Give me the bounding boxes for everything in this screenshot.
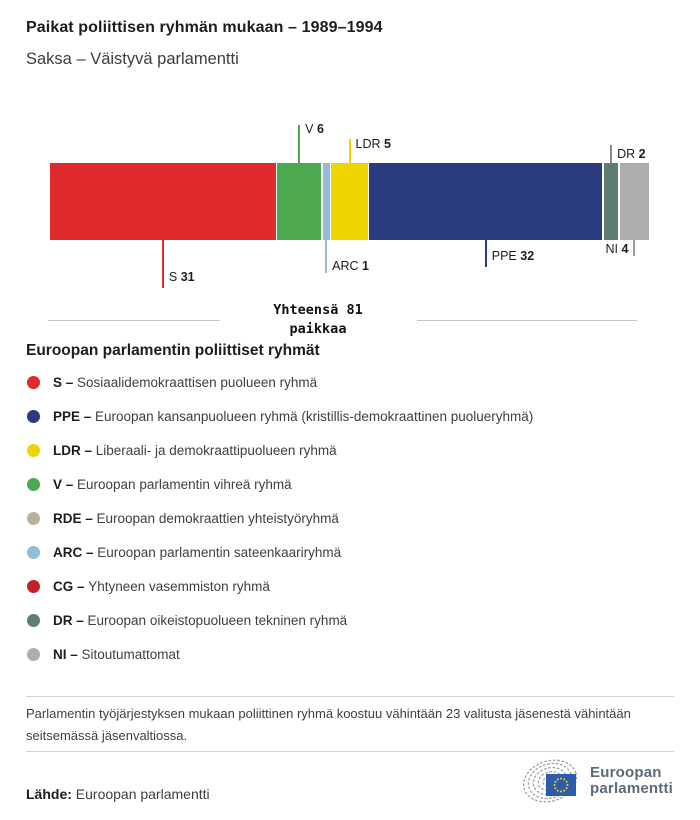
- callout-tick-ldr: [349, 139, 351, 163]
- legend-item-v: [26, 467, 674, 501]
- legend-label-cg: CG – Yhtyneen vasemmiston ryhmä: [53, 578, 270, 594]
- legend-dot-arc: [27, 546, 40, 559]
- bar-segment-ni: [620, 163, 649, 240]
- footnote: Parlamentin työjärjestyksen mukaan poliittinen ryhmä koostuu vähintään 23 valitusta jäsenestä vähintään seitsemässä jäsenvaltiossa.: [26, 706, 631, 743]
- source-line: [26, 786, 210, 802]
- legend-item-rde: [26, 501, 674, 535]
- callout-label-ni: NI 4: [605, 242, 629, 256]
- callout-tick-v: [298, 125, 300, 163]
- bar-segment-s: [50, 163, 276, 240]
- legend-dot-ni: [27, 648, 40, 661]
- parliament-hemicycle-icon: [517, 758, 581, 804]
- total-seats-line2: paikkaa: [289, 321, 347, 337]
- bar-segment-ldr: [331, 163, 367, 240]
- callout-label-ldr: LDR 5: [355, 137, 391, 151]
- legend-item-dr: [26, 603, 674, 637]
- legend-heading: Euroopan parlamentin poliittiset ryhmät: [26, 342, 320, 359]
- logo-text-line2: parlamentti: [590, 780, 674, 797]
- callout-label-ppe: PPE 32: [491, 249, 535, 263]
- callout-tick-ni: [633, 240, 635, 256]
- total-seats-line1: Yhteensä 81: [273, 302, 363, 318]
- legend-dot-rde: [27, 512, 40, 525]
- bar-segment-ppe: [369, 163, 602, 240]
- legend-label-ldr: LDR – Liberaali- ja demokraattipuolueen ryhmä: [53, 442, 337, 458]
- bar-segment-arc: [323, 163, 330, 240]
- legend-dot-v: [27, 478, 40, 491]
- source-label: Lähde:: [26, 786, 72, 802]
- logo-text-line1: Euroopan: [590, 763, 662, 781]
- legend-label-arc: ARC – Euroopan parlamentin sateenkaariryhmä: [53, 544, 342, 560]
- divider-bottom: [26, 751, 674, 752]
- legend-label-ppe: PPE – Euroopan kansanpuolueen ryhmä (kristillis-demokraattinen puolueryhmä): [53, 408, 534, 424]
- callout-label-v: V 6: [305, 122, 324, 136]
- page-title: Paikat poliittisen ryhmän mukaan – 1989–1994: [26, 19, 383, 36]
- total-seats-label: [218, 301, 418, 339]
- callout-tick-ppe: [485, 240, 487, 267]
- callout-tick-dr: [610, 145, 612, 163]
- total-line-left: [48, 320, 220, 321]
- source-text: Euroopan parlamentti: [75, 786, 210, 802]
- legend-item-arc: [26, 535, 674, 569]
- legend-dot-s: [27, 376, 40, 389]
- legend-item-ppe: [26, 399, 674, 433]
- legend-item-cg: [26, 569, 674, 603]
- callout-label-arc: ARC 1: [332, 259, 369, 273]
- callout-tick-s: [162, 240, 164, 288]
- legend-label-dr: DR – Euroopan oikeistopuolueen tekninen ryhmä: [53, 612, 348, 628]
- legend-label-s: S – Sosiaalidemokraattisen puolueen ryhmä: [53, 374, 318, 390]
- callout-label-s: S 31: [168, 270, 195, 284]
- callout-tick-arc: [325, 240, 327, 273]
- bar-segment-dr: [604, 163, 619, 240]
- callout-label-dr: DR 2: [617, 147, 646, 161]
- total-line-right: [417, 320, 637, 321]
- legend-item-s: [26, 365, 674, 399]
- legend-item-ni: [26, 637, 674, 671]
- legend-item-ldr: [26, 433, 674, 467]
- page-subtitle: Saksa – Väistyvä parlamentti: [26, 50, 239, 68]
- eu-flag-icon: [546, 774, 576, 796]
- legend-dot-cg: [27, 580, 40, 593]
- legend-dot-ppe: [27, 410, 40, 423]
- legend-dot-dr: [27, 614, 40, 627]
- legend-dot-ldr: [27, 444, 40, 457]
- legend-label-v: V – Euroopan parlamentin vihreä ryhmä: [53, 476, 292, 492]
- legend: [26, 365, 674, 671]
- divider-top: [26, 696, 674, 697]
- legend-label-ni: NI – Sitoutumattomat: [53, 646, 180, 662]
- logo-text: [590, 765, 673, 798]
- seat-strip-chart: [0, 0, 700, 340]
- legend-label-rde: RDE – Euroopan demokraattien yhteistyöryhmä: [53, 510, 339, 526]
- european-parliament-logo: [517, 758, 673, 804]
- bar-segment-v: [277, 163, 321, 240]
